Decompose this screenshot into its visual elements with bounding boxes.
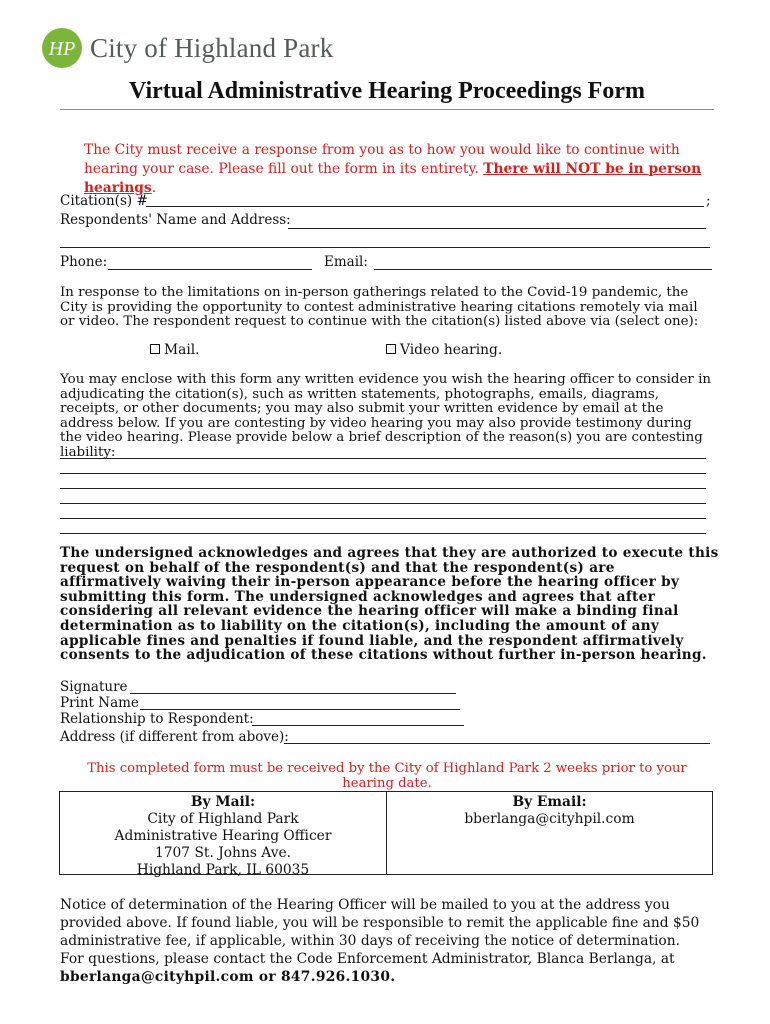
signature-field[interactable]: [130, 693, 456, 694]
by-mail-column: [60, 792, 387, 878]
deadline-notice: This completed form must be received by the City of Highland Park 2 weeks prior to your hearing date.: [87, 761, 687, 791]
relationship-field[interactable]: [252, 725, 464, 726]
address-label: Address (if different from above):: [60, 729, 289, 745]
highland-park-logo-icon: [40, 26, 84, 70]
signature-label: Signature: [60, 679, 128, 695]
page-title: Virtual Administrative Hearing Proceedings Form: [129, 78, 645, 104]
print-name-label: Print Name: [60, 695, 139, 711]
reason-line[interactable]: [60, 488, 706, 489]
mail-address-line: Administrative Hearing Officer: [114, 828, 332, 844]
questions-line: For questions, please contact the Code Enforcement Administrator, Blanca Berlanga, at: [60, 951, 675, 967]
mail-option[interactable]: Mail.: [150, 342, 200, 358]
mail-address-line: 1707 St. Johns Ave.: [154, 845, 292, 861]
intro-notice: The City must receive a response from you as to how you would like to continue with hearing your case. Please fill out the form in its entirety. There will NOT be in person hearings.: [84, 142, 702, 196]
by-mail-heading: By Mail:: [190, 794, 256, 810]
citation-label: Citation(s) #: [60, 193, 148, 209]
address-field[interactable]: [284, 743, 710, 744]
reason-line[interactable]: [60, 473, 706, 474]
phone-label: Phone:: [60, 254, 108, 270]
citation-field[interactable]: [146, 206, 704, 207]
contact-box: [59, 791, 713, 878]
by-email-heading: By Email:: [512, 794, 587, 810]
email-label: Email:: [324, 254, 368, 270]
city-logo: [40, 26, 333, 70]
respondent-label: Respondents' Name and Address:: [60, 212, 291, 228]
video-option[interactable]: Video hearing.: [386, 342, 502, 358]
respondent-field[interactable]: [288, 228, 706, 229]
contact-info[interactable]: bberlanga@cityhpil.com or 847.926.1030.: [60, 969, 396, 985]
email-address[interactable]: bberlanga@cityhpil.com: [464, 811, 635, 827]
respondent-field-line2[interactable]: [60, 247, 710, 248]
svg-text:HP: HP: [48, 38, 76, 60]
reason-line[interactable]: [60, 533, 706, 534]
mail-checkbox[interactable]: [150, 344, 160, 354]
mail-address-line: City of Highland Park: [147, 811, 299, 827]
evidence-paragraph: You may enclose with this form any written evidence you wish the hearing officer to consider in adjudicating the citation(s), such as written statements, photographs, emails, diagrams, receipts, or other documents; you may also submit your written evidence by email at the address below. If you are contesting by video hearing you may also provide testimony during the video hearing. Please provide below a brief description of the reason(s) you are contesting liability:: [60, 372, 711, 460]
covid-paragraph: In response to the limitations on in-person gatherings related to the Covid-19 pandemic, the City is providing the opportunity to contest administrative hearing citations remotely via mail or video. The respondent request to continue with the citation(s) listed above via (select one):: [60, 285, 699, 330]
email-field[interactable]: [374, 269, 712, 270]
notice-paragraph: Notice of determination of the Hearing Officer will be mailed to you at the address you provided above. If found liable, you will be responsible to remit the applicable fine and $50 administrative fee, if applicable, within 30 days of receiving the notice of determination.: [60, 897, 700, 949]
org-name: City of Highland Park: [90, 32, 334, 63]
no-in-person-emphasis: There will NOT be in person hearings: [84, 161, 702, 196]
reason-line[interactable]: [60, 458, 706, 459]
reason-line[interactable]: [60, 518, 706, 519]
reason-line[interactable]: [60, 503, 706, 504]
phone-field[interactable]: [108, 269, 312, 270]
video-checkbox[interactable]: [386, 344, 396, 354]
acknowledgement-paragraph: The undersigned acknowledges and agrees that they are authorized to execute this request on behalf of the respondent(s) and that the respondent(s) are affirmatively waiving their in-person appearance before the hearing officer by submitting this form. The undersigned acknowledges and agrees that after considering all relevant evidence the hearing officer will make a binding final determination as to liability on the citation(s), including the amount of any applicable fines and penalties if found liable, and the respondent affirmatively consents to the adjudication of these citations without further in-person hearing.: [60, 545, 719, 664]
by-email-column: [387, 792, 712, 874]
print-name-field[interactable]: [140, 709, 460, 710]
relationship-label: Relationship to Respondent:: [60, 711, 254, 727]
citation-end: ;: [706, 193, 711, 209]
notice-section: [60, 896, 720, 986]
mail-address-line: Highland Park, IL 60035: [136, 862, 310, 878]
title-divider: [60, 109, 714, 110]
